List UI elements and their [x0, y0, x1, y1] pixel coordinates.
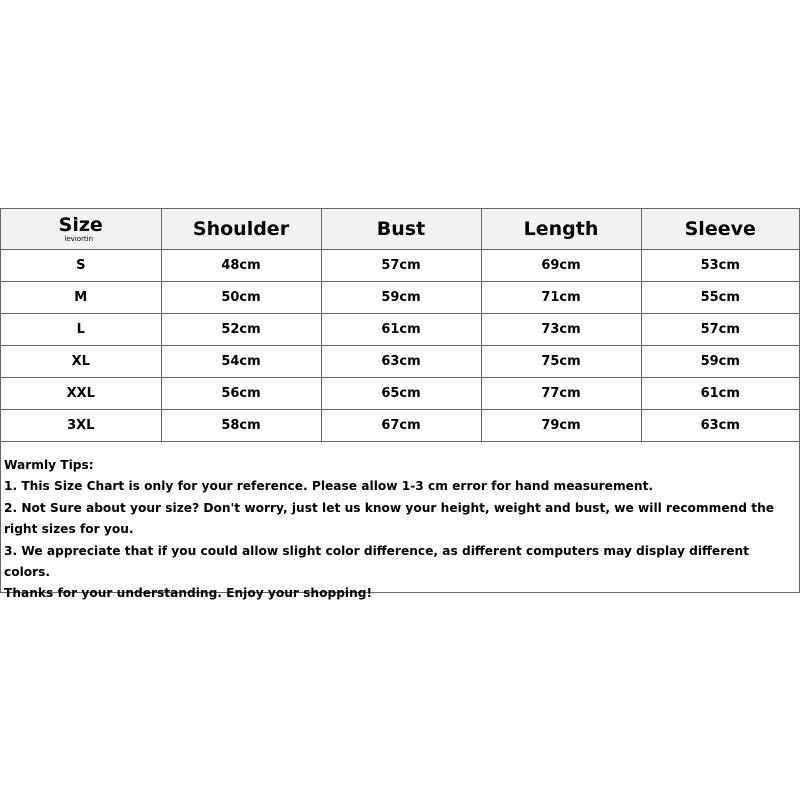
tip-line-4: Thanks for your understanding. Enjoy your shopping!: [4, 586, 373, 601]
cell-length: 75cm: [481, 346, 641, 378]
tip-line-2: 2. Not Sure about your size? Don't worry, just let us know your height, weight and bust, we will recommend the right sizes for you.: [4, 500, 775, 537]
cell-sleeve: 63cm: [641, 410, 799, 442]
cell-size: XXL: [1, 378, 161, 410]
header-length: Length: [481, 209, 641, 250]
header-sleeve: Sleeve: [641, 209, 799, 250]
cell-shoulder: 58cm: [161, 410, 321, 442]
size-chart: [0, 208, 800, 601]
cell-shoulder: 50cm: [161, 282, 321, 314]
cell-shoulder: 54cm: [161, 346, 321, 378]
tip-line-1: 1. This Size Chart is only for your reference. Please allow 1-3 cm error for hand measurement.: [4, 479, 654, 494]
cell-sleeve: 57cm: [641, 314, 799, 346]
size-table: [1, 209, 799, 442]
cell-sleeve: 55cm: [641, 282, 799, 314]
cell-length: 69cm: [481, 250, 641, 282]
table-row: [1, 314, 799, 346]
tip-line-3: 3. We appreciate that if you could allow slight color difference, as different computers may display different colors.: [4, 543, 749, 580]
table-row: [1, 250, 799, 282]
cell-shoulder: 48cm: [161, 250, 321, 282]
table-row: [1, 378, 799, 410]
table-row: [1, 282, 799, 314]
cell-bust: 61cm: [321, 314, 481, 346]
table-row: [1, 410, 799, 442]
cell-bust: 59cm: [321, 282, 481, 314]
tips-title: Warmly Tips:: [4, 458, 94, 472]
cell-shoulder: 56cm: [161, 378, 321, 410]
cell-bust: 65cm: [321, 378, 481, 410]
cell-sleeve: 53cm: [641, 250, 799, 282]
cell-size: S: [1, 250, 161, 282]
table-row: [1, 346, 799, 378]
cell-size: M: [1, 282, 161, 314]
header-size: [1, 209, 161, 250]
cell-bust: 57cm: [321, 250, 481, 282]
header-shoulder: Shoulder: [161, 209, 321, 250]
cell-sleeve: 61cm: [641, 378, 799, 410]
cell-size: XL: [1, 346, 161, 378]
cell-length: 77cm: [481, 378, 641, 410]
cell-length: 79cm: [481, 410, 641, 442]
header-bust: Bust: [321, 209, 481, 250]
brand-label: leviortin: [64, 235, 94, 243]
header-size-label: Size: [58, 214, 103, 236]
cell-length: 71cm: [481, 282, 641, 314]
cell-length: 73cm: [481, 314, 641, 346]
cell-bust: 67cm: [321, 410, 481, 442]
cell-sleeve: 59cm: [641, 346, 799, 378]
table-header-row: [1, 209, 799, 250]
tips-section: [4, 455, 798, 605]
cell-bust: 63cm: [321, 346, 481, 378]
cell-shoulder: 52cm: [161, 314, 321, 346]
cell-size: 3XL: [1, 410, 161, 442]
cell-size: L: [1, 314, 161, 346]
